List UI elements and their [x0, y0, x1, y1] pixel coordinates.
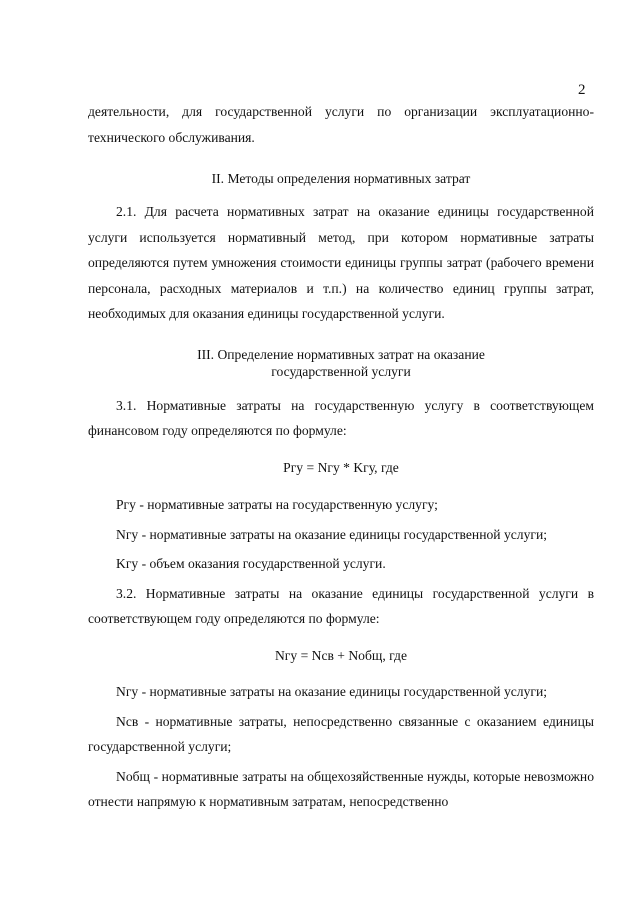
definition-nsv: Nсв - нормативные затраты, непосредственно связанные с оказанием единицы государственной услуги; — [88, 713, 594, 754]
paragraph-2-1: 2.1. Для расчета нормативных затрат на оказание единицы государственной услуги используется нормативный метод, при котором нормативные затраты определяются путем умножения стоимости единицы группы затрат (рабочего времени персонала, расходных материалов и т.п.) на количество единиц группы затрат, необходимых для оказания единицы государственной услуги. — [88, 204, 594, 321]
section-heading-3-line-1: III. Определение нормативных затрат на оказание — [197, 346, 485, 362]
paragraph-3-2: 3.2. Нормативные затраты на оказание единицы государственной услуги в соответствующем году определяются по формуле: — [88, 585, 594, 626]
definition-ngu-2: Nгу - нормативные затраты на оказание единицы государственной услуги; — [116, 684, 547, 699]
formula-pgu: Pгу = Nгу * Kгу, где — [283, 459, 399, 475]
definition-pgu: Pгу - нормативные затраты на государственную услугу; — [116, 497, 438, 512]
paragraph-3-1: 3.1. Нормативные затраты на государственную услугу в соответствующем финансовом году определяются по формуле: — [88, 397, 594, 438]
definition-nobsh: Nобщ - нормативные затраты на общехозяйственные нужды, которые невозможно отнести напрямую к нормативным затратам, непосредственно — [88, 768, 594, 809]
section-heading-2: II. Методы определения нормативных затрат — [211, 171, 471, 186]
paragraph-continuation: деятельности, для государственной услуги по организации эксплуатационно-технического обслуживания. — [88, 104, 594, 145]
definition-kgu: Kгу - объем оказания государственной услуги. — [116, 556, 386, 571]
formula-ngu: Nгу = Nсв + Nобщ, где — [274, 647, 408, 663]
section-heading-3 — [88, 346, 594, 380]
section-heading-3-line-2: государственной услуги — [271, 363, 411, 379]
definition-ngu: Nгу - нормативные затраты на оказание единицы государственной услуги; — [116, 526, 547, 542]
page-number: 2 — [578, 82, 586, 98]
document-body — [88, 99, 594, 815]
